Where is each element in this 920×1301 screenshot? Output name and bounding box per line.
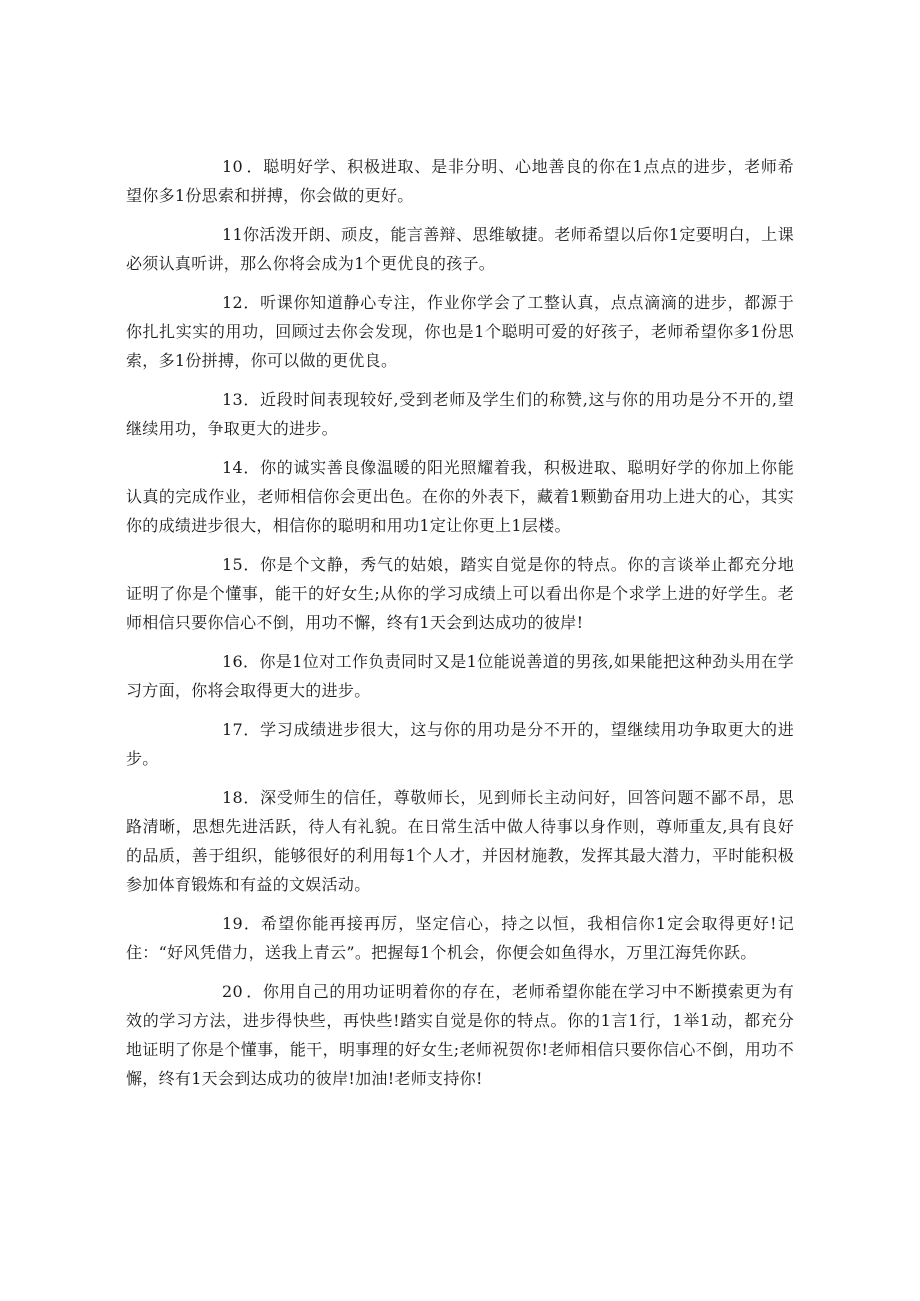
item-number: 17 xyxy=(222,720,243,739)
list-item xyxy=(126,152,794,210)
item-text: ．你用自己的用功证明着你的存在，老师希望你能在学习中不断摸索更为有效的学习方法，进步得快些，再快些!踏实自觉是你的特点。你的1言1行，1举1动，都充分地证明了你是个懂事，能干，明事理的好女生;老师祝贺你!老师相信只要你信心不倒，用功不懈，终有1天会到达成功的彼岸!加油!老师支持你! xyxy=(126,982,794,1088)
item-number: 10 xyxy=(222,157,243,176)
list-item xyxy=(126,453,794,540)
list-item xyxy=(126,550,794,637)
item-number: 14 xyxy=(222,458,243,477)
item-number: 19 xyxy=(222,914,243,933)
item-text: ．你的诚实善良像温暖的阳光照耀着我，积极进取、聪明好学的你加上你能认真的完成作业，老师相信你会更出色。在你的外表下，藏着1颗勤奋用功上进大的心，其实你的成绩进步很大，相信你的聪明和用功1定让你更上1层楼。 xyxy=(126,458,794,535)
list-item xyxy=(126,783,794,899)
item-number: 18 xyxy=(222,788,243,807)
document-body xyxy=(126,152,794,1103)
list-item xyxy=(126,909,794,967)
item-text: ．近段时间表现较好,受到老师及学生们的称赞,这与你的用功是分不开的,望继续用功，争取更大的进步。 xyxy=(126,390,794,438)
item-number: 15 xyxy=(222,555,243,574)
list-item xyxy=(126,220,794,278)
item-text: ．深受师生的信任，尊敬师长，见到师长主动问好，回答问题不鄙不昂，思路清晰，思想先进活跃，待人有礼貌。在日常生活中做人待事以身作则，尊师重友,具有良好的品质，善于组织，能够很好的利用每1个人才，并因材施教，发挥其最大潜力，平时能积极参加体育锻炼和有益的文娱活动。 xyxy=(126,788,794,894)
item-text: 你活泼开朗、顽皮，能言善辩、思维敏捷。老师希望以后你1定要明白，上课必须认真听讲，那么你将会成为1个更优良的孩子。 xyxy=(126,225,794,273)
list-item xyxy=(126,385,794,443)
item-number: 11 xyxy=(222,225,243,244)
item-text: ．听课你知道静心专注，作业你学会了工整认真，点点滴滴的进步，都源于你扎扎实实的用功，回顾过去你会发现，你也是1个聪明可爱的好孩子，老师希望你多1份思索，多1份拼搏，你可以做的更优良。 xyxy=(126,293,794,370)
item-number: 16 xyxy=(222,652,243,671)
item-number: 12 xyxy=(222,293,243,312)
list-item xyxy=(126,647,794,705)
item-text: ．聪明好学、积极进取、是非分明、心地善良的你在1点点的进步，老师希望你多1份思索和拼搏，你会做的更好。 xyxy=(126,157,794,205)
item-text: ．你是1位对工作负责同时又是1位能说善道的男孩,如果能把这种劲头用在学习方面，你将会取得更大的进步。 xyxy=(126,652,794,700)
list-item xyxy=(126,715,794,773)
item-text: ．学习成绩进步很大，这与你的用功是分不开的，望继续用功争取更大的进步。 xyxy=(126,720,794,768)
item-number: 20 xyxy=(222,982,243,1001)
item-text: ．你是个文静，秀气的姑娘，踏实自觉是你的特点。你的言谈举止都充分地证明了你是个懂事，能干的好女生;从你的学习成绩上可以看出你是个求学上进的好学生。老师相信只要你信心不倒，用功不懈，终有1天会到达成功的彼岸! xyxy=(126,555,794,632)
item-text: ．希望你能再接再厉，坚定信心，持之以恒，我相信你1定会取得更好!记住：“好风凭借力，送我上青云”。把握每1个机会，你便会如鱼得水，万里江海凭你跃。 xyxy=(126,914,794,962)
list-item xyxy=(126,288,794,375)
list-item xyxy=(126,977,794,1093)
item-number: 13 xyxy=(222,390,243,409)
